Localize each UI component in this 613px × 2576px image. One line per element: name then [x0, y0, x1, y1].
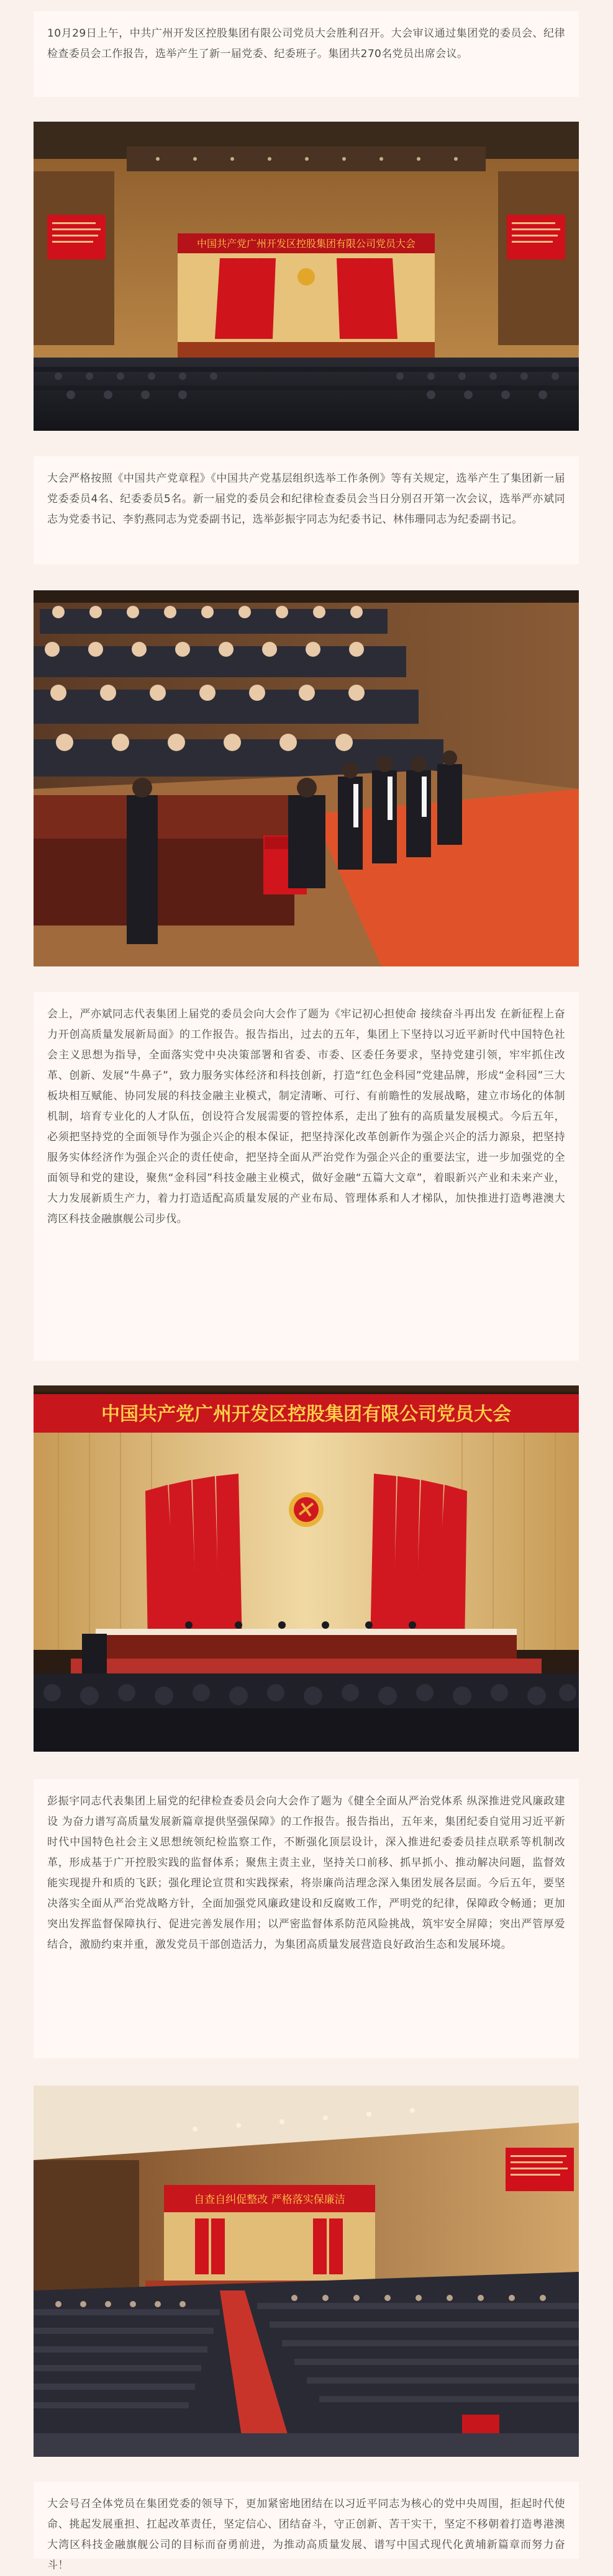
text-block-discipline-report [34, 1779, 579, 2058]
paragraph-opening: 10月29日上午，中共广州开发区控股集团有限公司党员大会胜利召开。大会审议通过集团党的委员会、纪律检查委员会工作报告，选举产生了新一届党委、纪委班子。集团共270名党员出席会议。 [47, 27, 565, 60]
text-block-opening [34, 11, 579, 97]
paragraph-party-report: 会上，严亦斌同志代表集团上届党的委员会向大会作了题为《牢记初心担使命 接续奋斗再出发 在新征程上奋力开创高质量发展新局面》的工作报告。报告指出，过去的五年，集团上下坚持以习近平新时代中国特色社会主义思想为指导，全面落实党中央决策部署和省委、市委、区委任务要求，坚持党建引领，牢牢抓住改革、创新、发展“牛鼻子”，致力服务实体经济和科技创新，打造“红色金科园”党建品牌，形成“金科园”三大板块相互赋能、协同发展的科技金融主业模式，制定清晰、可行、有前瞻性的发展战略，建立市场化的体制机制，培育专业化的人才队伍，创设符合发展需要的管控体系，走出了独有的高质量发展模式。今后五年，必须把坚持党的全面领导作为强企兴企的根本保证，把坚持深化改革创新作为强企兴企的活力源泉，把坚持服务实体经济作为强企兴企的责任使命，把坚持全面从严治党作为强企兴企的重要法宝，进一步加强党的全面领导和党的建设，聚焦“金科园”科技金融主业模式，做好金融“五篇大文章”，着眼新兴产业和未来产业，大力发展新质生产力，着力打造适配高质量发展的产业布局、管理体系和人才梯队，加快推进打造粤港澳大湾区科技金融旗舰公司步伐。 [47, 1008, 565, 1225]
text-block-closing [34, 2482, 579, 2572]
hall-banner-text: 中国共产党广州开发区控股集团有限公司党员大会 [196, 238, 416, 250]
photo-voting [34, 590, 579, 966]
paragraph-closing: 大会号召全体党员在集团党委的领导下，更加紧密地团结在以习近平同志为核心的党中央周围，拒起时代使命、挑起发展重担、扛起改革责任，坚定信心、团结奋斗，守正创新、苦干实干，坚定不移朝着打造粤港澳大湾区科技金融旗舰公司的目标而奋勇前进，为推动高质量发展、谱写中国式现代化黄埔新篇章而努力奋斗！ [47, 2498, 565, 2572]
hall-screen-text: 自查自纠促整改 严格落实保廉洁 [194, 2194, 345, 2206]
text-block-election [34, 456, 579, 564]
photo-stage-banner [34, 1385, 579, 1752]
paragraph-election: 大会严格按照《中国共产党章程》《中国共产党基层组织选举工作条例》等有关规定，选举产生了集团新一届党委委员4名、纪委委员5名。新一届党的委员会和纪律检查委员会当日分别召开第一次会议，选举严亦斌同志为党委书记、李豹燕同志为党委副书记，选举彭振宇同志为纪委书记、林伟珊同志为纪委副书记。 [47, 472, 565, 526]
photo-meeting-hall-wide [34, 122, 579, 431]
photo-hall-side-view [34, 2086, 579, 2457]
stage-banner-text: 中国共产党广州开发区控股集团有限公司党员大会 [101, 1403, 511, 1425]
text-block-party-report [34, 992, 579, 1361]
paragraph-discipline-report: 彭振宇同志代表集团上届党的纪律检查委员会向大会作了题为《健全全面从严治党体系 纵深推进党风廉政建设 为奋力谱写高质量发展新篇章提供坚强保障》的工作报告。报告指出，五年来，集团纪委自觉用习近平新时代中国特色社会主义思想统领纪检监察工作，不断强化顶层设计，深入推进纪委委员挂点联系等机制改革，形成基于广开控股实践的监督体系；聚焦主责主业，坚持关口前移、抓早抓小、推动解决问题，监督效能实现提升和质的飞跃；强化理论宣贯和实践探索，将崇廉尚洁理念深入集团发展各层面。今后五年，要坚决落实全面从严治党战略方针，全面加强党风廉政建设和反腐败工作，严明党的纪律，保障政令畅通；更加突出发挥监督保障执行、促进完善发展作用；以严密监督体系防范风险挑战，筑牢安全屏障；突出严管厚爱结合，激励约束并重，激发党员干部创造活力，为集团高质量发展营造良好政治生态和发展环境。 [47, 1795, 565, 1951]
